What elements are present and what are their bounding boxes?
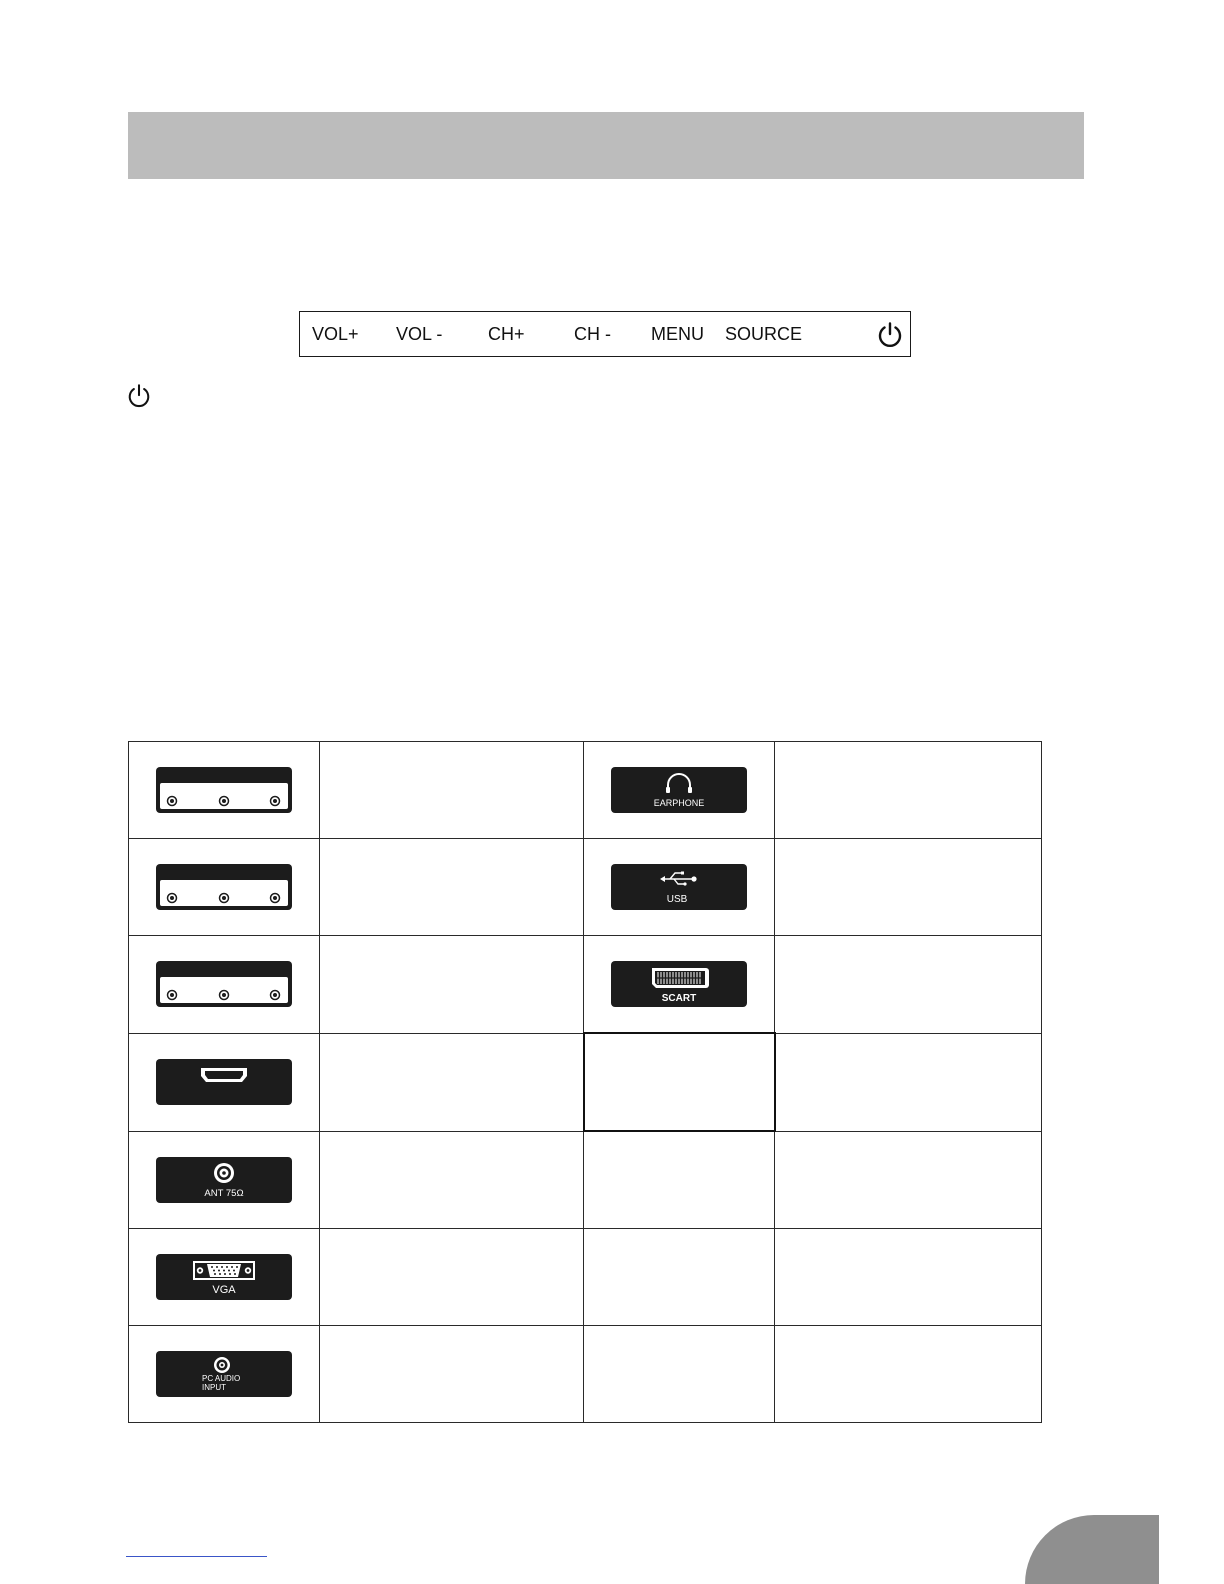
port-icon-cell xyxy=(129,1326,320,1423)
power-icon xyxy=(126,383,152,409)
port-description-cell xyxy=(320,1229,584,1326)
port-description-cell xyxy=(775,1033,1042,1131)
scart-label: SCART xyxy=(661,993,697,1004)
port-icon-cell xyxy=(584,936,775,1034)
table-row xyxy=(129,839,1042,936)
vol-down-label: VOL - xyxy=(396,324,443,344)
port-icon-cell xyxy=(584,1326,775,1423)
power-icon xyxy=(876,321,904,349)
vol-up-label: VOL+ xyxy=(312,324,359,344)
port-description-cell xyxy=(775,1131,1042,1229)
port-icon-cell xyxy=(584,742,775,839)
ch-up-label: CH+ xyxy=(488,324,525,344)
port-icon-cell xyxy=(129,742,320,839)
av-input-icon xyxy=(155,766,293,814)
port-description-cell xyxy=(320,839,584,936)
table-row xyxy=(129,1229,1042,1326)
port-description-cell xyxy=(775,936,1042,1034)
pc-audio-label-line1: PC AUDIO xyxy=(202,1374,241,1383)
scart-port-icon xyxy=(610,960,748,1008)
usb-label: USB xyxy=(666,894,688,905)
pc-audio-port-icon xyxy=(155,1350,293,1398)
section-header-bar xyxy=(128,112,1084,179)
table-row xyxy=(129,1326,1042,1423)
av-input-icon xyxy=(155,863,293,911)
port-icon-cell xyxy=(129,1033,320,1131)
ch-down-label: CH - xyxy=(574,324,611,344)
port-icon-cell xyxy=(129,936,320,1034)
av-input-icon xyxy=(155,960,293,1008)
port-icon-cell xyxy=(584,1229,775,1326)
port-icon-cell xyxy=(129,1229,320,1326)
port-icon-cell xyxy=(584,1033,775,1131)
vga-port-icon xyxy=(155,1253,293,1301)
source-label: SOURCE xyxy=(725,324,803,344)
port-icon-cell xyxy=(584,839,775,936)
table-row xyxy=(129,936,1042,1034)
port-description-cell xyxy=(320,742,584,839)
control-panel-diagram xyxy=(299,311,911,357)
antenna-port-icon xyxy=(155,1156,293,1204)
earphone-port-icon xyxy=(610,766,748,814)
port-description-cell xyxy=(320,936,584,1034)
port-icon-cell xyxy=(129,1131,320,1229)
usb-port-icon xyxy=(610,863,748,911)
port-icon-cell xyxy=(584,1131,775,1229)
port-icon-cell xyxy=(129,839,320,936)
port-description-cell xyxy=(775,1229,1042,1326)
table-row xyxy=(129,742,1042,839)
port-description-cell xyxy=(320,1131,584,1229)
port-description-cell xyxy=(775,742,1042,839)
port-description-cell xyxy=(320,1326,584,1423)
earphone-label: EARPHONE xyxy=(653,798,705,808)
antenna-label: ANT 75Ω xyxy=(204,1187,244,1199)
pc-audio-label-line2: INPUT xyxy=(202,1383,226,1392)
vga-label: VGA xyxy=(212,1284,236,1296)
port-description-cell xyxy=(775,1326,1042,1423)
connection-ports-table xyxy=(128,741,1042,1423)
port-description-cell xyxy=(775,839,1042,936)
table-row xyxy=(129,1033,1042,1131)
footer-link-underline[interactable] xyxy=(126,1556,267,1557)
hdmi-port-icon xyxy=(155,1058,293,1106)
menu-label: MENU xyxy=(651,324,704,344)
table-row xyxy=(129,1131,1042,1229)
page-number-tab xyxy=(1025,1515,1159,1584)
port-description-cell xyxy=(320,1033,584,1131)
